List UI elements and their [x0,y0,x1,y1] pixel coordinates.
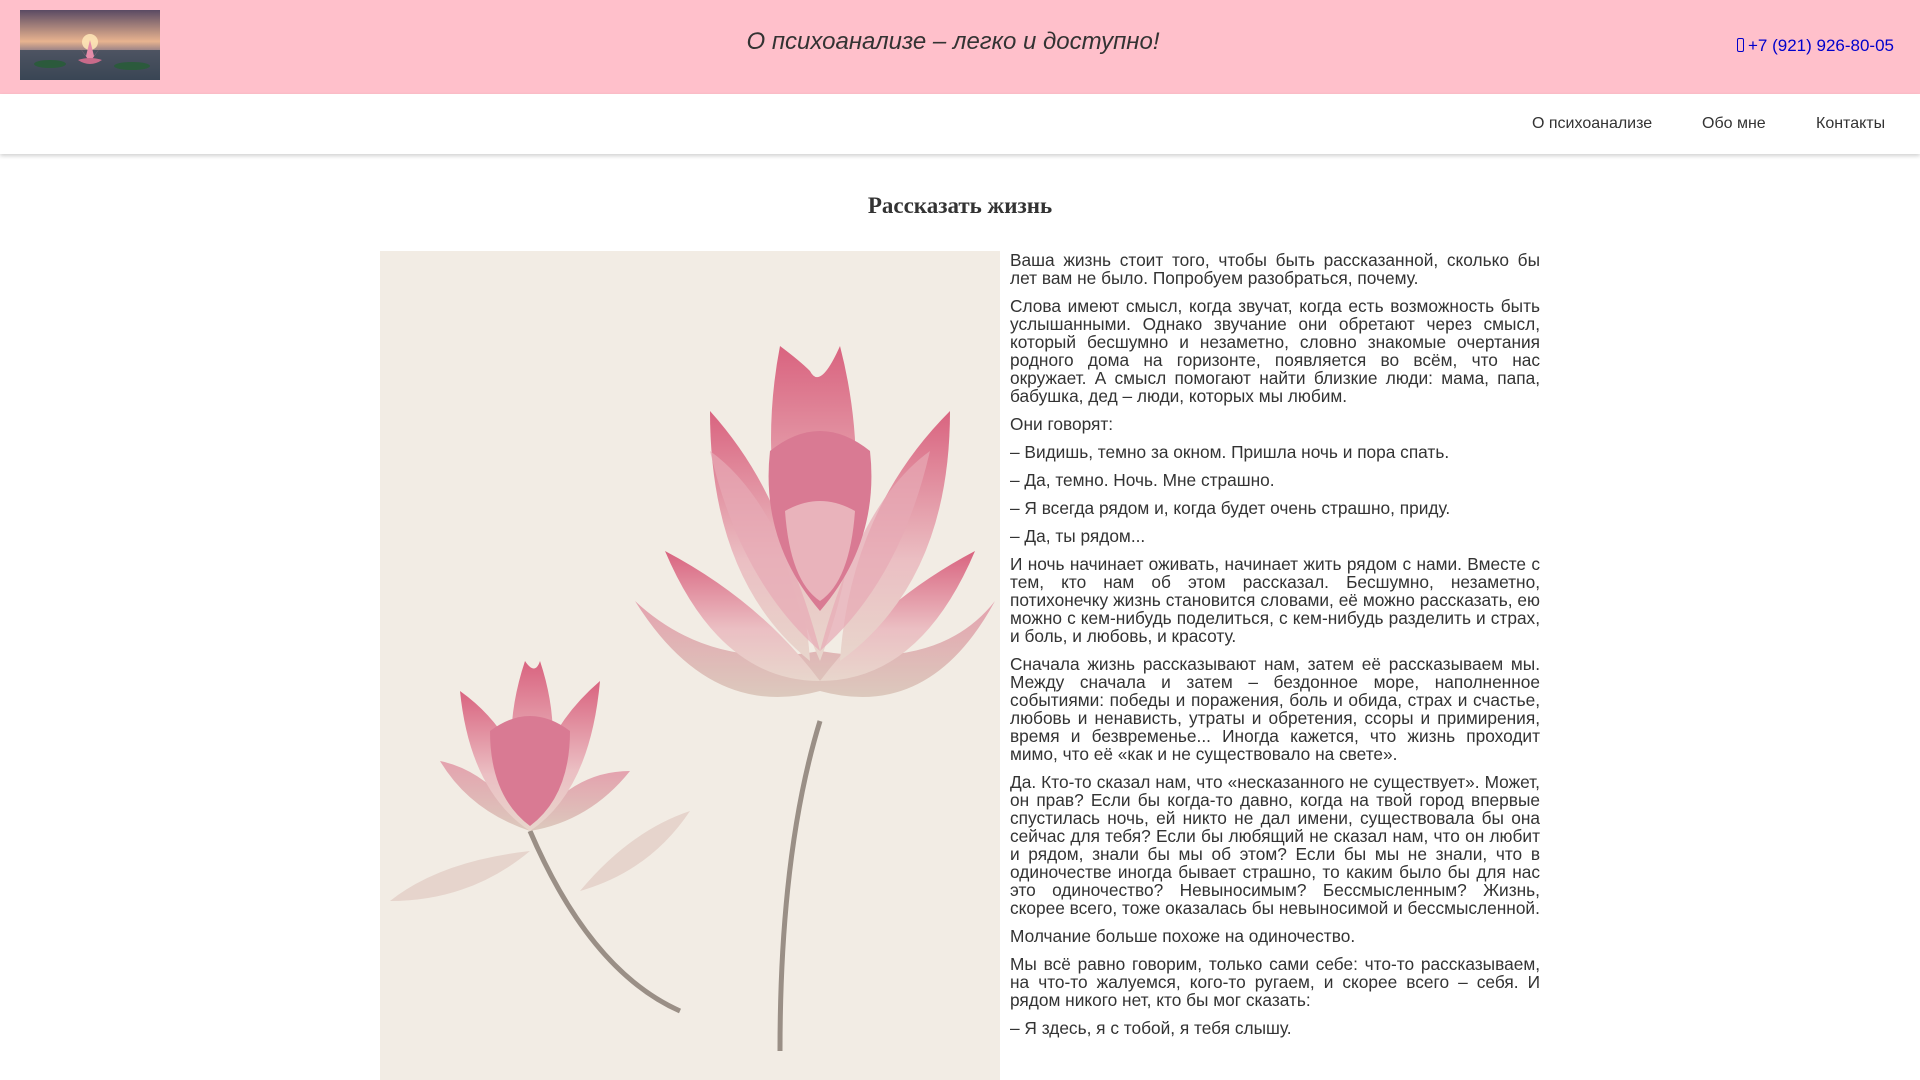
article-paragraph: Мы всё равно говорим, только сами себе: что-то рассказываем, на что-то жалуемся, кого-то ругаем, и скорее всего – себя. И рядом никого нет, кто бы мог сказать: [1010,954,1540,1010]
site-tagline: О психоанализе – легко и доступно! [746,28,1160,55]
article-paragraph: Слова имеют смысл, когда звучат, когда есть возможность быть услышанными. Однако звучание они обретают через смысл, который бесшумно и незаметно, словно знакомые очертания родного дома на горизонте, появляется во всём, что нас окружает. А смысл помогают найти близкие люди: мама, папа, бабушка, дед – люди, которых мы любим. [1010,296,1540,406]
page-title: Рассказать жизнь [867,193,1053,218]
phone-number: +7 (921) 926-80-05 [1747,36,1894,55]
nav-item-about-psychoanalysis[interactable]: О психоанализе [1532,115,1653,132]
nav-item-contacts[interactable]: Контакты [1816,115,1886,132]
lotus-drawing-icon [380,251,1000,1080]
article-paragraph: Да. Кто-то сказал нам, что «несказанного не существует». Может, он прав? Если бы когда-то давно, когда на твой город впервые спустилась ночь, ей никто не дал имени, существовала бы она сейчас для тебя? Если бы любящий не сказал нам, что он любит и рядом, знали бы мы об этом? Если бы мы не знали, что в одиночестве иногда бывает страшно, то каким было бы для нас это одиночество? Невыносимым? Бессмысленным? Жизнь, скорее всего, тоже оказалась бы невыносимой и бессмысленной. [1010,772,1540,918]
article-paragraph: Сначала жизнь рассказывают нам, затем её рассказываем мы. Между сначала и затем – бездонное море, наполненное событиями: победы и поражения, боль и обида, страх и счастье, любовь и ненависть, утраты и обретения, ссоры и примирения, время и безвременье... Иногда кажется, что жизнь проходит мимо, что её «как и не существовало на свете». [1010,654,1540,764]
article-paragraph: Ваша жизнь стоит того, чтобы быть рассказанной, сколько бы лет вам не было. Попробуем разобраться, почему. [1010,250,1540,288]
article-body [1010,251,1540,1047]
article-paragraph: И ночь начинает оживать, начинает жить рядом с нами. Вместе с тем, кто нам об этом рассказал. Бесшумно, незаметно, потихонечку жизнь становится словами, её можно рассказать, ею можно с кем-нибудь поделиться, с кем-нибудь разделить и страх, и боль, и любовь, и красоту. [1010,554,1540,646]
article-paragraph: – Я всегда рядом и, когда будет очень страшно, приду. [1010,498,1451,518]
article-paragraph: Молчание больше похоже на одиночество. [1010,926,1356,946]
article-paragraph: – Да, темно. Ночь. Мне страшно. [1010,470,1275,490]
article-paragraph: – Я здесь, я с тобой, я тебя слышу. [1010,1018,1292,1038]
nav-item-about-me[interactable]: Обо мне [1702,115,1766,132]
article-paragraph: – Видишь, темно за окном. Пришла ночь и пора спать. [1010,442,1450,462]
article-paragraph: Они говорят: [1010,414,1114,434]
phone-link[interactable] [1737,36,1894,56]
main-navigation [0,94,1920,154]
article-paragraph: – Да, ты рядом... [1010,526,1146,546]
phone-icon [1737,38,1744,52]
site-header [0,0,1920,94]
